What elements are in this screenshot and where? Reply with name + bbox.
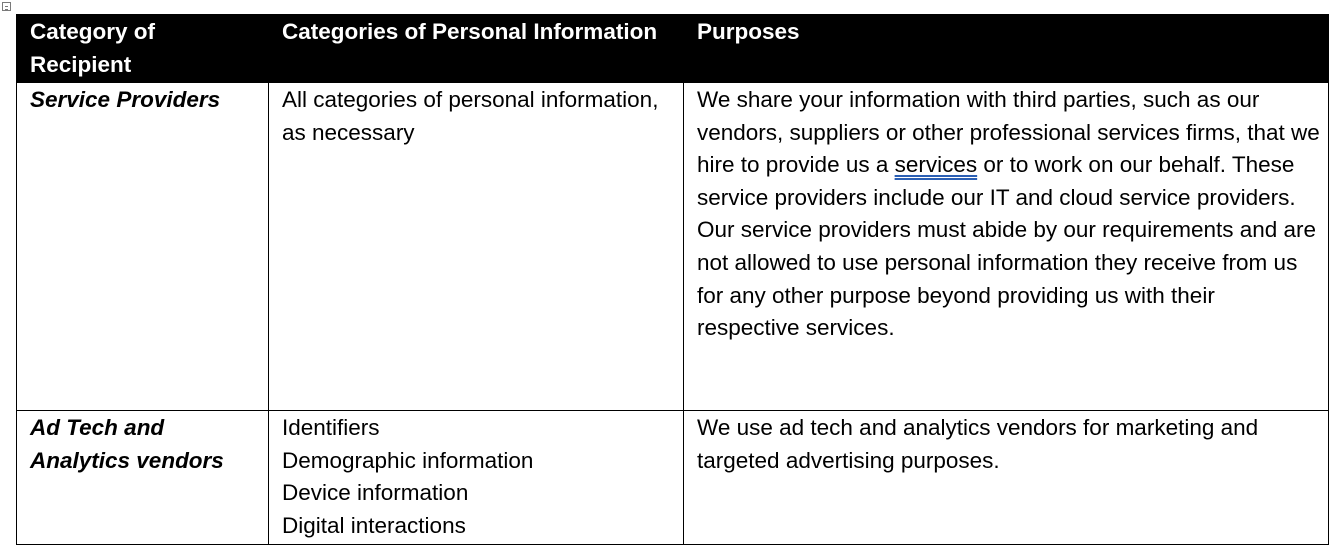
personal-info-item: Demographic information: [282, 447, 534, 473]
recipient-cell: Service Providers: [17, 83, 269, 411]
table-row: [17, 411, 1329, 545]
personal-info-cell: [269, 411, 684, 545]
grammar-flagged-word[interactable]: services: [894, 152, 978, 178]
table-body: [17, 83, 1329, 545]
header-purposes: Purposes: [684, 15, 1329, 83]
header-row: [17, 15, 1329, 83]
purpose-cell: We use ad tech and analytics vendors for marketing and targeted advertising purposes.: [684, 411, 1329, 545]
table-move-handle-icon[interactable]: [2, 2, 11, 11]
purpose-text-part: or to work on our behalf. These service providers include our IT and cloud service providers. Our service providers must abide by our requirements and are not allowed to use personal information they receive from us for any other purpose beyond providing us with their respective services.: [697, 152, 1317, 341]
table-row: [17, 83, 1329, 411]
personal-info-item: Digital interactions: [282, 512, 466, 538]
personal-info-item: Identifiers: [282, 415, 380, 440]
recipients-table: [16, 14, 1329, 545]
purpose-text-part: We share your information with third parties, such as our vendors, suppliers or other professional services firms, that we hire to provide us a: [697, 87, 1320, 178]
purpose-cell: [684, 83, 1329, 411]
header-categories-of-personal-information: Categories of Personal Information: [269, 15, 684, 83]
table-header: [17, 15, 1329, 83]
personal-info-cell: [269, 83, 684, 411]
header-category-of-recipient: Category of Recipient: [17, 15, 269, 83]
personal-info-item: Device information: [282, 480, 469, 506]
personal-info-item: All categories of personal information, as necessary: [282, 87, 659, 145]
recipient-cell: Ad Tech and Analytics vendors: [17, 411, 269, 545]
